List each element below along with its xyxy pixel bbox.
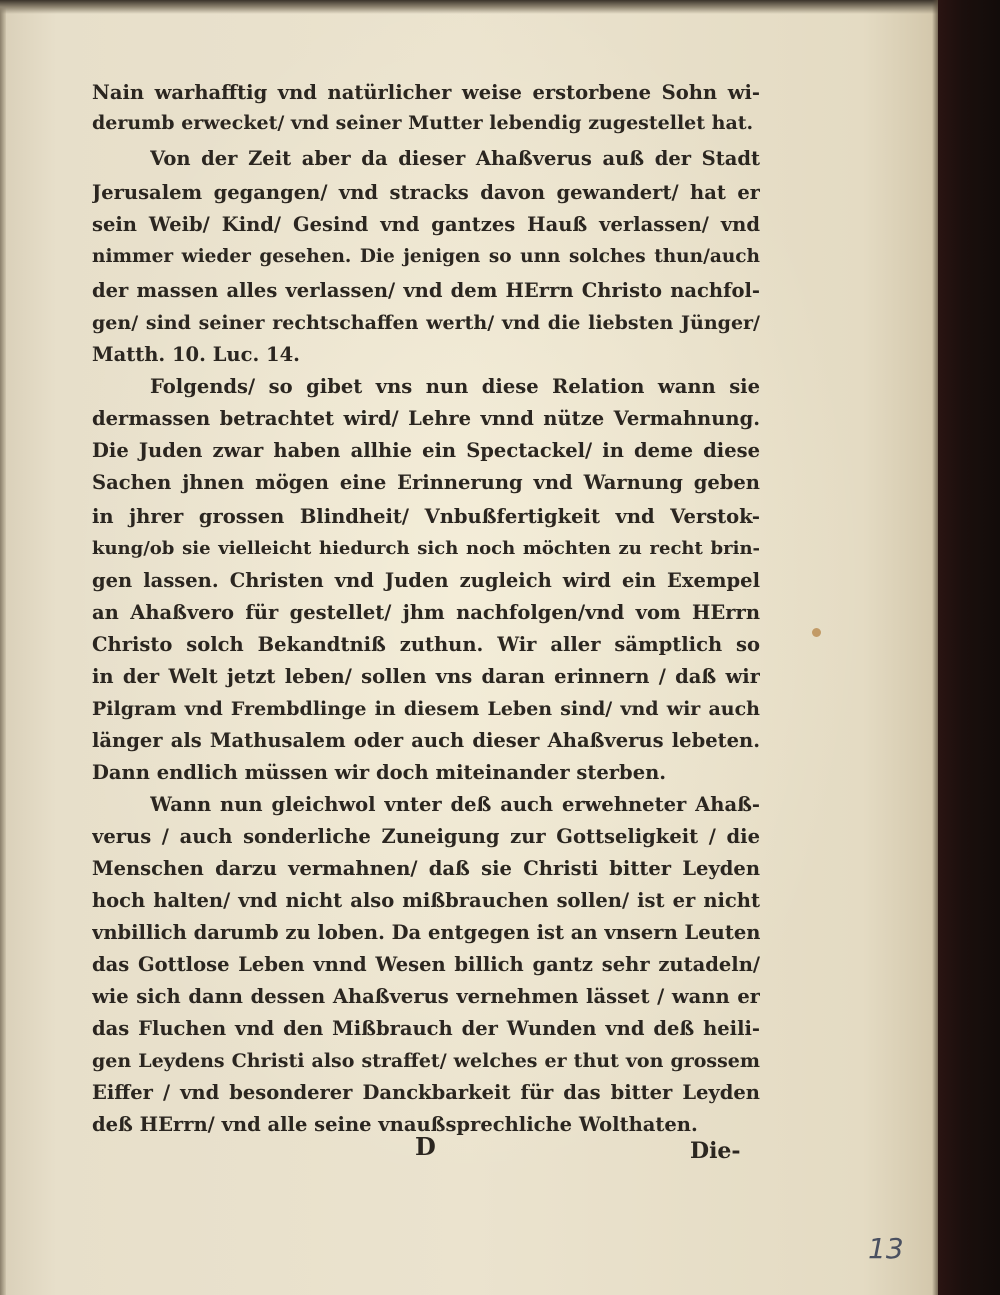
text-line: Nain warhafftig vnd natürlicher weise erstorbene Sohn wi- xyxy=(92,81,760,104)
text-line: Matth. 10. Luc. 14. xyxy=(92,343,300,366)
signature-mark: D xyxy=(415,1132,436,1161)
text-line: gen/ sind seiner rechtschaffen werth/ vnd die liebsten Jünger/ xyxy=(92,312,760,334)
text-line: in jhrer grossen Blindheit/ Vnbußfertigkeit vnd Verstok- xyxy=(92,505,760,528)
text-line: gen Leydens Christi also straffet/ welches er thut von grossem xyxy=(92,1050,760,1072)
text-line: Christo solch Bekandtniß zuthun. Wir aller sämptlich so xyxy=(92,633,760,656)
text-line: an Ahaßvero für gestellet/ jhm nachfolgen/vnd vom HErrn xyxy=(92,601,760,624)
text-line: Sachen jhnen mögen eine Erinnerung vnd Warnung geben xyxy=(92,471,760,494)
folio-number: 13 xyxy=(868,1232,904,1265)
catchword: Die- xyxy=(690,1138,741,1164)
text-line: sein Weib/ Kind/ Gesind vnd gantzes Hauß verlassen/ vnd xyxy=(92,213,760,236)
text-line: kung/ob sie vielleicht hiedurch sich noch möchten zu recht brin- xyxy=(92,538,760,559)
text-line: gen lassen. Christen vnd Juden zugleich wird ein Exempel xyxy=(92,569,760,592)
page-left-edge xyxy=(0,0,6,1295)
text-line: Jerusalem gegangen/ vnd stracks davon gewandert/ hat er xyxy=(92,181,760,204)
text-line: Von der Zeit aber da dieser Ahaßverus auß der Stadt xyxy=(150,147,760,170)
text-line: Dann endlich müssen wir doch miteinander sterben. xyxy=(92,761,667,784)
text-line: länger als Mathusalem oder auch dieser Ahaßverus lebeten. xyxy=(92,729,760,752)
ink-stain xyxy=(812,628,821,637)
text-line: deß HErrn/ vnd alle seine vnaußsprechliche Wolthaten. xyxy=(92,1113,698,1136)
text-line: vnbillich darumb zu loben. Da entgegen ist an vnsern Leuten xyxy=(92,921,760,944)
text-line: in der Welt jetzt leben/ sollen vns daran erinnern / daß wir xyxy=(92,665,760,688)
text-line: Folgends/ so gibet vns nun diese Relation wann sie xyxy=(150,375,760,398)
text-line: das Gottlose Leben vnnd Wesen billich gantz sehr zutadeln/ xyxy=(92,953,760,976)
text-line: Die Juden zwar haben allhie ein Spectackel/ in deme diese xyxy=(92,439,760,462)
page-top-edge xyxy=(0,0,938,14)
text-line: der massen alles verlassen/ vnd dem HErrn Christo nachfol- xyxy=(92,279,760,302)
text-line: Pilgram vnd Frembdlinge in diesem Leben sind/ vnd wir auch xyxy=(92,698,760,720)
text-line: Eiffer / vnd besonderer Danckbarkeit für das bitter Leyden xyxy=(92,1081,760,1104)
text-line: verus / auch sonderliche Zuneigung zur Gottseligkeit / die xyxy=(92,825,760,848)
text-line: Menschen darzu vermahnen/ daß sie Christi bitter Leyden xyxy=(92,857,760,880)
text-line: nimmer wieder gesehen. Die jenigen so unn solches thun/auch xyxy=(92,246,760,267)
text-line: das Fluchen vnd den Mißbrauch der Wunden vnd deß heili- xyxy=(92,1017,760,1040)
text-line: wie sich dann dessen Ahaßverus vernehmen lässet / wann er xyxy=(92,985,760,1008)
book-binding xyxy=(938,0,1000,1295)
text-line: hoch halten/ vnd nicht also mißbrauchen sollen/ ist er nicht xyxy=(92,889,760,912)
text-line: dermassen betrachtet wird/ Lehre vnnd nütze Vermahnung. xyxy=(92,407,760,430)
text-line: Wann nun gleichwol vnter deß auch erwehneter Ahaß- xyxy=(150,793,760,816)
text-line: derumb erwecket/ vnd seiner Mutter lebendig zugestellet hat. xyxy=(92,112,754,134)
